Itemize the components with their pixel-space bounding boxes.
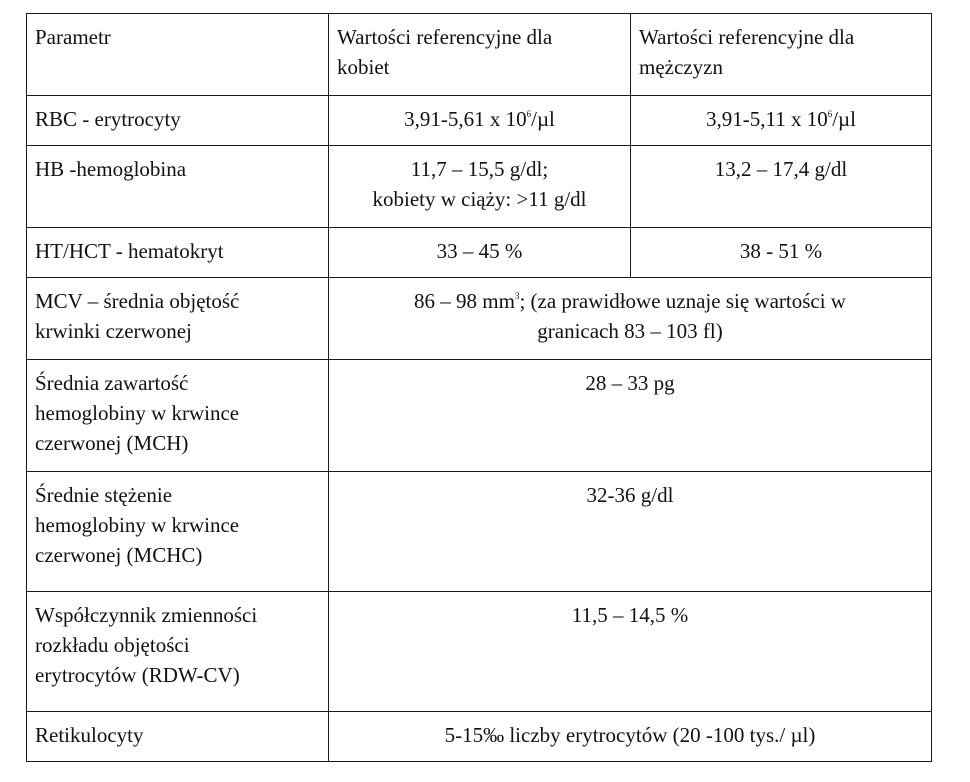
value-rbc-men	[631, 96, 932, 146]
table-row-hb	[27, 146, 932, 228]
value-hb-women-line2: kobiety w ciąży: >11 g/dl	[372, 187, 587, 211]
value-mcv-both	[329, 278, 932, 360]
reference-values-table-container	[26, 13, 932, 762]
param-mcv-line2: krwinki czerwonej	[35, 319, 192, 343]
value-mcv-note: ; (za prawidłowe uznaje się wartości w	[519, 289, 846, 313]
table-row-rdw	[27, 592, 932, 712]
value-hct-women-label: 33 – 45 %	[436, 239, 523, 263]
value-hb-women	[329, 146, 631, 228]
value-mcv-line2: granicach 83 – 103 fl)	[537, 319, 723, 343]
value-rdw-both	[329, 592, 932, 712]
table-header-row	[27, 14, 932, 96]
param-mch	[27, 360, 329, 472]
header-men	[631, 14, 932, 96]
param-rdw-line3: erytrocytów (RDW-CV)	[35, 663, 240, 687]
param-mchc-line1: Średnie stężenie	[35, 483, 173, 507]
param-mch-line2: hemoglobiny w krwince	[35, 401, 240, 425]
header-women-line1: Wartości referencyjne dla	[337, 25, 553, 49]
value-hct-men	[631, 228, 932, 278]
table-row-rbc	[27, 96, 932, 146]
value-mcv-exponent: 3	[514, 291, 520, 301]
value-mchc-label: 32-36 g/dl	[586, 483, 674, 507]
param-mch-line1: Średnia zawartość	[35, 371, 189, 395]
value-mcv-line1	[337, 286, 923, 316]
header-women-line2: kobiet	[337, 55, 390, 79]
value-hb-men-label: 13,2 – 17,4 g/dl	[714, 157, 848, 181]
value-mch-both	[329, 360, 932, 472]
param-hct	[27, 228, 329, 278]
value-mchc-both	[329, 472, 932, 592]
value-rbc-women-unit: /µl	[531, 107, 555, 131]
value-hct-men-label: 38 - 51 %	[739, 239, 823, 263]
param-rbc-label: RBC - erytrocyty	[35, 107, 181, 131]
value-hb-men	[631, 146, 932, 228]
header-parameter-label: Parametr	[35, 25, 111, 49]
param-hct-label: HT/HCT - hematokryt	[35, 239, 224, 263]
value-rdw-label: 11,5 – 14,5 %	[571, 603, 689, 627]
param-mcv	[27, 278, 329, 360]
value-reticulocytes-label: 5-15‰ liczby erytrocytów (20 -100 tys./ µl)	[444, 723, 816, 747]
header-parameter	[27, 14, 329, 96]
value-rbc-women	[329, 96, 631, 146]
header-women	[329, 14, 631, 96]
reference-values-table	[26, 13, 932, 762]
value-rbc-men-unit: /µl	[832, 107, 856, 131]
value-rbc-men-main: 3,91-5,11 x 10	[706, 107, 828, 131]
param-rdw-line2: rozkładu objętości	[35, 633, 190, 657]
param-reticulocytes-label: Retikulocyty	[35, 723, 144, 747]
table-row-mcv	[27, 278, 932, 360]
table-row-hct	[27, 228, 932, 278]
param-hb	[27, 146, 329, 228]
value-rbc-men-exponent: 6	[827, 109, 833, 119]
table-row-mchc	[27, 472, 932, 592]
param-mch-line3: czerwonej (MCH)	[35, 431, 189, 455]
param-mcv-line1: MCV – średnia objętość	[35, 289, 240, 313]
param-hb-label: HB -hemoglobina	[35, 157, 187, 181]
param-reticulocytes	[27, 712, 329, 762]
param-rdw	[27, 592, 329, 712]
value-mch-label: 28 – 33 pg	[585, 371, 675, 395]
param-rdw-line1: Współczynnik zmienności	[35, 603, 258, 627]
value-hb-women-line1: 11,7 – 15,5 g/dl;	[410, 157, 549, 181]
value-hct-women	[329, 228, 631, 278]
table-row-reticulocytes	[27, 712, 932, 762]
param-rbc	[27, 96, 329, 146]
table-row-mch	[27, 360, 932, 472]
value-rbc-women-exponent: 6	[526, 109, 532, 119]
value-mcv-main: 86 – 98 mm	[414, 289, 515, 313]
param-mchc-line2: hemoglobiny w krwince	[35, 513, 240, 537]
header-men-line2: mężczyzn	[639, 55, 723, 79]
header-men-line1: Wartości referencyjne dla	[639, 25, 855, 49]
param-mchc	[27, 472, 329, 592]
param-mchc-line3: czerwonej (MCHC)	[35, 543, 203, 567]
value-rbc-women-main: 3,91-5,61 x 10	[404, 107, 527, 131]
value-reticulocytes-both	[329, 712, 932, 762]
